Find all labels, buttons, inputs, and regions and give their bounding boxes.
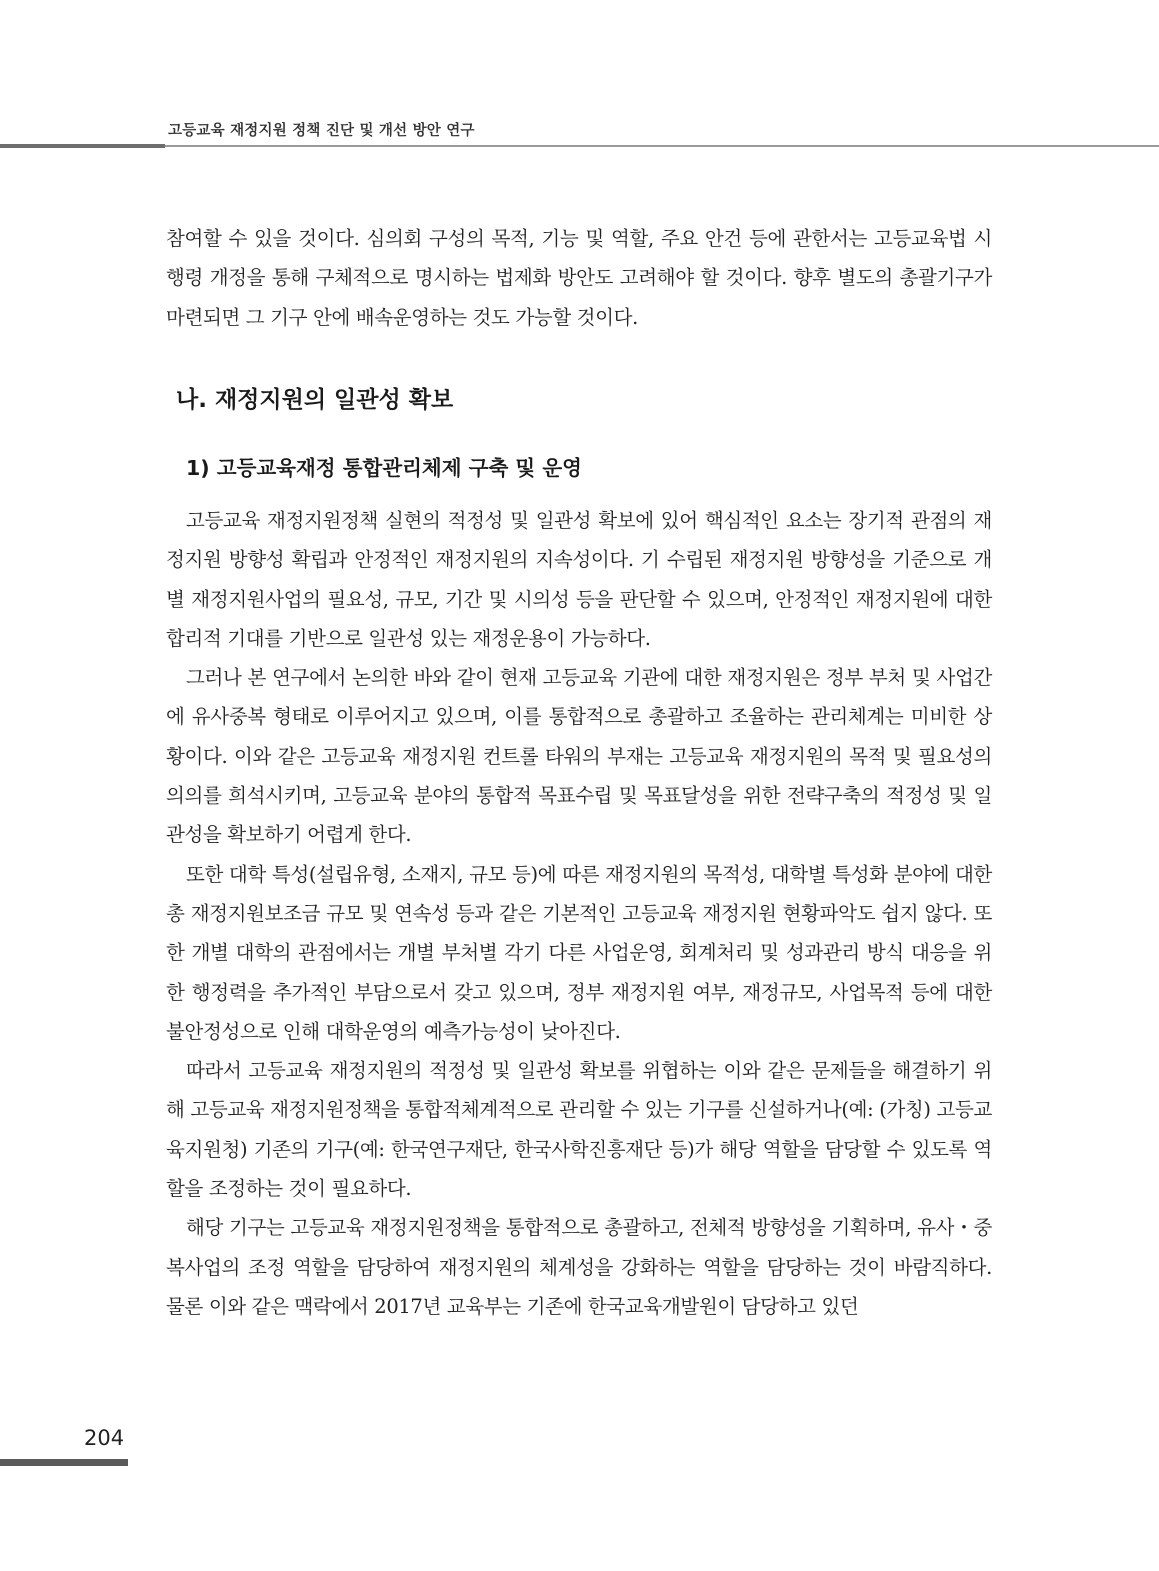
body-paragraph-2: 그러나 본 연구에서 논의한 바와 같이 현재 고등교육 기관에 대한 재정지원은 정부 부처 및 사업간에 유사중복 형태로 이루어지고 있으며, 이를 통합적으로 총괄하고 조율하는 관리체계는 미비한 상황이다. 이와 같은 고등교육 재정지원 컨트롤 타워의 부재는 고등교육 재정지원의 목적 및 필요성의 의의를 희석시키며, 고등교육 분야의 통합적 목표수립 및 목표달성을 위한 전략구축의 적정성 및 일관성을 확보하기 어렵게 한다. (166, 666, 992, 847)
body-paragraph-1: 고등교육 재정지원정책 실현의 적정성 및 일관성 확보에 있어 핵심적인 요소는 장기적 관점의 재정지원 방향성 확립과 안정적인 재정지원의 지속성이다. 기 수립된 재정지원 방향성을 기준으로 개별 재정지원사업의 필요성, 규모, 기간 및 시의성 등을 판단할 수 있으며, 안정적인 재정지원에 대한 합리적 기대를 기반으로 일관성 있는 재정운용이 가능하다. (166, 509, 992, 650)
subsection-heading: 1) 고등교육재정 통합관리체제 구축 및 운영 (186, 456, 582, 480)
body-paragraph-5: 해당 기구는 고등교육 재정지원정책을 통합적으로 총괄하고, 전체적 방향성을 기획하며, 유사・중복사업의 조정 역할을 담당하여 재정지원의 체계성을 강화하는 역할을 담당하는 것이 바람직하다. 물론 이와 같은 맥락에서 2017년 교육부는 기존에 한국교육개발원이 담당하고 있던 (166, 1216, 992, 1318)
header-divider-accent (0, 144, 165, 148)
body-text (166, 501, 992, 1326)
footer-divider (0, 1459, 128, 1466)
page-number: 204 (84, 1426, 125, 1450)
header-divider (0, 145, 1159, 147)
body-paragraph-3: 또한 대학 특성(설립유형, 소재지, 규모 등)에 따른 재정지원의 목적성, 대학별 특성화 분야에 대한 총 재정지원보조금 규모 및 연속성 등과 같은 기본적인 고등교육 재정지원 현황파악도 쉽지 않다. 또한 개별 대학의 관점에서는 개별 부처별 각기 다른 사업운영, 회계처리 및 성과관리 방식 대응을 위한 행정력을 추가적인 부담으로서 갖고 있으며, 정부 재정지원 여부, 재정규모, 사업목적 등에 대한 불안정성으로 인해 대학운영의 예측가능성이 낮아진다. (166, 862, 992, 1043)
section-heading: 나. 재정지원의 일관성 확보 (176, 387, 454, 413)
body-paragraph-4: 따라서 고등교육 재정지원의 적정성 및 일관성 확보를 위협하는 이와 같은 문제들을 해결하기 위해 고등교육 재정지원정책을 통합적체계적으로 관리할 수 있는 기구를 신설하거나(예: (가칭) 고등교육지원청) 기존의 기구(예: 한국연구재단, 한국사학진흥재단 등)가 해당 역할을 담당할 수 있도록 역할을 조정하는 것이 필요하다. (166, 1059, 992, 1201)
running-header-title: 고등교육 재정지원 정책 진단 및 개선 방안 연구 (168, 123, 475, 139)
intro-paragraph: 참여할 수 있을 것이다. 심의회 구성의 목적, 기능 및 역할, 주요 안건 등에 관한서는 고등교육법 시행령 개정을 통해 구체적으로 명시하는 법제화 방안도 고려해야 할 것이다. 향후 별도의 총괄기구가 마련되면 그 기구 안에 배속운영하는 것도 가능할 것이다. (166, 227, 992, 329)
intro-text (166, 219, 992, 337)
